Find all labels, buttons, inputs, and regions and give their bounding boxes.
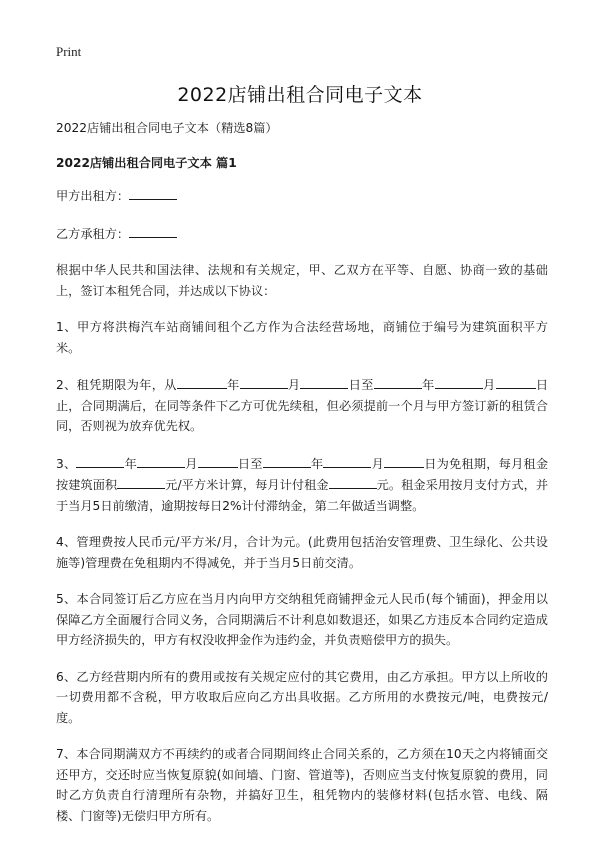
- party-a-blank: [129, 185, 177, 200]
- clause-4: 4、管理费按人民币元/平方米/月，合计为元。(此费用包括治安管理费、卫生绿化、公共设施等)管理费在免租期内不得减免，并于当月5日前交清。: [56, 535, 548, 570]
- clause-3-text: 3、: [56, 456, 77, 471]
- clause-3-text: 元。租金采用按月支付方式，并于当月5日前缴清，逾期按每日2%计付滞纳金，第二年做适当调整。: [56, 478, 549, 513]
- clause-2-text: 日止，合同期满后，在同等条件下乙方可优先续租，但必须提前一个月与甲方签订新的租赁合同，否则视为放弃优先权。: [56, 378, 549, 433]
- blank-field: [496, 374, 536, 389]
- blank-field: [435, 374, 483, 389]
- blank-field: [240, 374, 288, 389]
- party-b-label: 乙方承租方：: [56, 226, 130, 241]
- clause-2-text: 日至: [348, 378, 374, 392]
- document-title: 2022店铺出租合同电子文本: [177, 84, 423, 106]
- clause-1: 1、甲方将洪梅汽车站商铺间租个乙方作为合法经营场地，商铺位于编号为建筑面积平方米。: [56, 320, 548, 355]
- party-b-blank: [129, 223, 177, 238]
- clause-3-text: 元/平方米计算，每月计付租金: [165, 478, 329, 492]
- blank-field: [323, 453, 371, 468]
- document-body: [56, 118, 548, 842]
- blank-field: [329, 474, 377, 489]
- clause-3-text: 日至: [237, 456, 263, 471]
- blank-field: [76, 453, 124, 468]
- blank-field: [198, 453, 238, 468]
- clause-5: 5、本合同签订后乙方应在当月内向甲方交纳租凭商铺押金元人民币(每个铺面)，押金用以保障乙方全面履行合同义务，合同期满后不计利息如数退还，如果乙方违反本合同约定造成甲方经济损失的，甲方有权没收押金作为违约金，并负责赔偿甲方的损失。: [56, 592, 548, 647]
- print-link[interactable]: Print: [56, 44, 82, 59]
- party-b-line: [56, 223, 548, 245]
- blank-field: [117, 474, 165, 489]
- clause-3-text: 年: [124, 456, 138, 471]
- clause-3-text: 日为免租期，每月租金按建筑面积: [56, 456, 549, 492]
- clause-7: 7、本合同期满双方不再续约的或者合同期间终止合同关系的，乙方须在10天之内将铺面交还甲方，交还时应当恢复原貌(如间墙、门窗、管道等)，否则应当支付恢复原貌的费用，同时乙方负责自行清理所有杂物，并搞好卫生，租凭物内的装修材料(包括水管、电线、隔楼、门窗等)无偿归甲方所有。: [56, 747, 548, 823]
- clause-2-text: 月: [287, 378, 301, 392]
- party-a-line: [56, 185, 548, 207]
- blank-field: [137, 453, 185, 468]
- blank-field: [263, 453, 311, 468]
- clause-2-text: 2、租凭期限为年，从: [56, 378, 177, 392]
- clause-2-text: 年: [421, 378, 435, 392]
- clause-6: 6、乙方经营期内所有的费用或按有关规定应付的其它费用，由乙方承担。甲方以上所收的一切费用都不含税，甲方收取后应向乙方出具收据。乙方所用的水费按元/吨，电费按元/度。: [56, 669, 548, 725]
- blank-field: [374, 374, 422, 389]
- blank-field: [300, 374, 348, 389]
- clause-3-text: 年: [310, 456, 324, 471]
- document-subtitle: 2022店铺出租合同电子文本（精选8篇）: [56, 121, 278, 135]
- clause-2: [56, 374, 548, 437]
- blank-field: [384, 453, 424, 468]
- blank-field: [177, 374, 227, 389]
- party-a-label: 甲方出租方：: [56, 189, 130, 203]
- clause-3-text: 月: [371, 456, 384, 471]
- clause-3-text: 月: [185, 456, 198, 471]
- clause-2-text: 年: [226, 378, 240, 392]
- preamble: 根据中华人民共和国法律、法规和有关规定，甲、乙双方在平等、自愿、协商一致的基础上，签订本租凭合同，并达成以下协议：: [56, 263, 548, 298]
- section-heading: 2022店铺出租合同电子文本 篇1: [56, 155, 237, 170]
- clause-2-text: 月: [482, 378, 496, 392]
- clause-3: [56, 453, 548, 517]
